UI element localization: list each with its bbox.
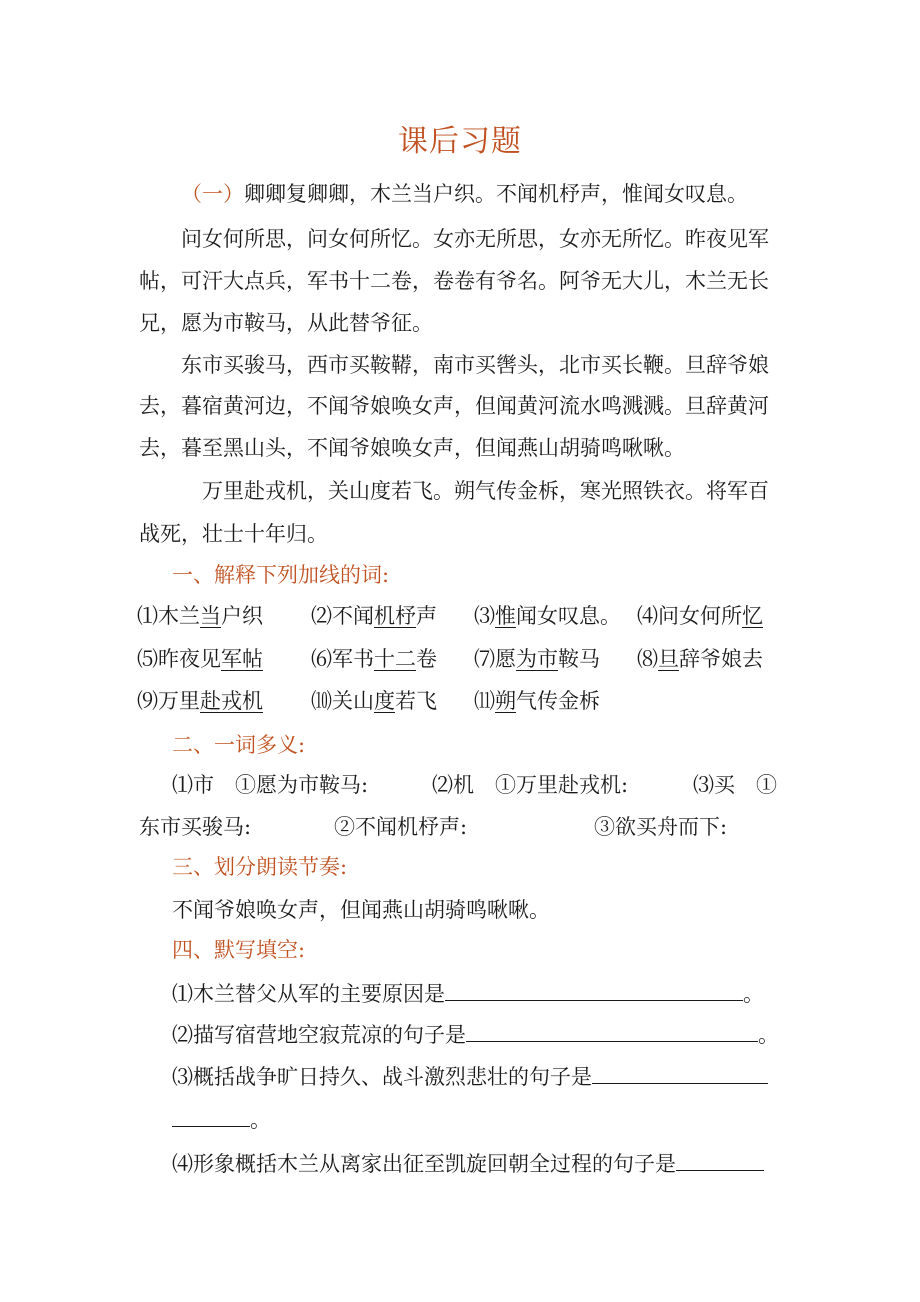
vocab-item xyxy=(137,602,263,630)
passage-line: 帖，可汗大点兵，军书十二卷，卷卷有爷名。阿爷无大儿，木兰无长 xyxy=(139,269,769,293)
fill-blank-continuation: 。 xyxy=(172,1106,271,1134)
rhythm-sentence: 不闻爷娘唤女声，但闻燕山胡骑鸣啾啾。 xyxy=(172,898,550,922)
vocab-item xyxy=(474,602,621,630)
vocab-text: 卷 xyxy=(416,647,437,671)
vocab-text: ⑻ xyxy=(637,647,658,671)
polysemy-item: ⑵机 ①万里赴戎机: xyxy=(432,773,629,797)
vocab-text: ⑷ xyxy=(637,604,658,628)
vocab-text: ⑹ xyxy=(311,647,332,671)
answer-blank[interactable] xyxy=(445,980,743,1001)
passage-line: 去，暮至黑山头，不闻爷娘唤女声，但闻燕山胡骑鸣啾啾。 xyxy=(139,436,685,460)
vocab-text: ⑶ xyxy=(474,604,495,628)
vocab-text: ⑼ xyxy=(137,689,158,713)
underlined-word: 惟 xyxy=(495,604,516,628)
vocab-item xyxy=(637,645,763,673)
underlined-word: 当 xyxy=(200,604,221,628)
underlined-word: 旦 xyxy=(658,647,679,671)
passage-line: 战死，壮士十年归。 xyxy=(139,522,328,546)
question-2-heading: 二、一词多义: xyxy=(172,733,306,757)
vocab-text: 问女何所 xyxy=(658,604,742,628)
underlined-word: 度 xyxy=(374,689,395,713)
answer-blank[interactable] xyxy=(676,1150,764,1171)
passage-line: 问女何所思，问女何所忆。女亦无所思，女亦无所忆。昨夜见军 xyxy=(181,227,769,251)
polysemy-item: 东市买骏马: xyxy=(139,815,252,839)
vocab-text: ⑸ xyxy=(137,647,158,671)
vocab-item xyxy=(311,687,437,715)
vocab-text: 辞爷娘去 xyxy=(679,647,763,671)
vocab-text: ⑵ xyxy=(311,604,332,628)
passage-line: 兄，愿为市鞍马，从此替爷征。 xyxy=(139,311,433,335)
question-4-heading: 四、默写填空: xyxy=(172,938,306,962)
vocab-text: 不闻 xyxy=(332,604,374,628)
passage-line: 万里赴戎机，关山度若飞。朔气传金柝，寒光照铁衣。将军百 xyxy=(202,479,769,503)
fill-blank-item: ⑶概括战争旷日持久、战斗激烈悲壮的句子是 xyxy=(172,1063,768,1091)
passage-line: 东市买骏马，西市买鞍鞯，南市买辔头，北市买长鞭。旦辞爷娘 xyxy=(181,353,769,377)
fill-blank-item: ⑴木兰替父从军的主要原因是 。 xyxy=(172,982,764,1006)
vocab-text: ⑽ xyxy=(311,689,332,713)
page-title: 课后习题 xyxy=(398,124,522,159)
vocab-item xyxy=(137,645,263,673)
underlined-word: 赴戎机 xyxy=(200,689,263,713)
vocab-text: ⑺ xyxy=(474,647,495,671)
underlined-word: 朔 xyxy=(495,689,516,713)
vocab-text: 万里 xyxy=(158,689,200,713)
underlined-word: 机杼 xyxy=(374,604,416,628)
vocab-text: 关山 xyxy=(332,689,374,713)
vocab-text: 声 xyxy=(416,604,437,628)
vocab-text: 鞍马 xyxy=(558,647,600,671)
polysemy-item: ⑴市 ①愿为市鞍马: xyxy=(172,773,369,797)
vocab-text: 若飞 xyxy=(395,689,437,713)
passage-line: （一）卿卿复卿卿，木兰当户织。不闻机杼声，惟闻女叹息。 xyxy=(181,182,748,206)
underlined-word: 十二 xyxy=(374,647,416,671)
answer-blank[interactable] xyxy=(592,1063,768,1084)
underlined-word: 为市 xyxy=(516,647,558,671)
passage-label: （一） xyxy=(181,182,244,206)
passage-line: 去，暮宿黄河边，不闻爷娘唤女声，但闻黄河流水鸣溅溅。旦辞黄河 xyxy=(139,394,769,418)
vocab-item xyxy=(637,602,763,630)
vocab-text: 闻女叹息。 xyxy=(516,604,621,628)
question-1-heading: 一、解释下列加线的词: xyxy=(172,563,390,587)
vocab-text: 户织 xyxy=(221,604,263,628)
vocab-item xyxy=(474,687,600,715)
vocab-item xyxy=(137,687,263,715)
polysemy-item: ②不闻机杼声: xyxy=(334,815,468,839)
polysemy-item: ③欲买舟而下: xyxy=(594,815,728,839)
answer-blank[interactable] xyxy=(466,1021,758,1042)
vocab-text: ⑴ xyxy=(137,604,158,628)
vocab-item xyxy=(311,602,437,630)
question-3-heading: 三、划分朗读节奏: xyxy=(172,855,348,879)
vocab-text: 昨夜见 xyxy=(158,647,221,671)
vocab-item xyxy=(474,645,600,673)
vocab-text: 军书 xyxy=(332,647,374,671)
fill-blank-item: ⑵描写宿营地空寂荒凉的句子是 。 xyxy=(172,1023,779,1047)
vocab-text: 木兰 xyxy=(158,604,200,628)
vocab-text: ⑾ xyxy=(474,689,495,713)
underlined-word: 忆 xyxy=(742,604,763,628)
answer-blank[interactable] xyxy=(172,1106,250,1127)
fill-blank-item: ⑷形象概括木兰从离家出征至凯旋回朝全过程的句子是 xyxy=(172,1150,764,1178)
underlined-word: 军帖 xyxy=(221,647,263,671)
polysemy-item: ⑶买 ① xyxy=(693,773,777,797)
vocab-item xyxy=(311,645,437,673)
vocab-text: 气传金柝 xyxy=(516,689,600,713)
vocab-text: 愿 xyxy=(495,647,516,671)
